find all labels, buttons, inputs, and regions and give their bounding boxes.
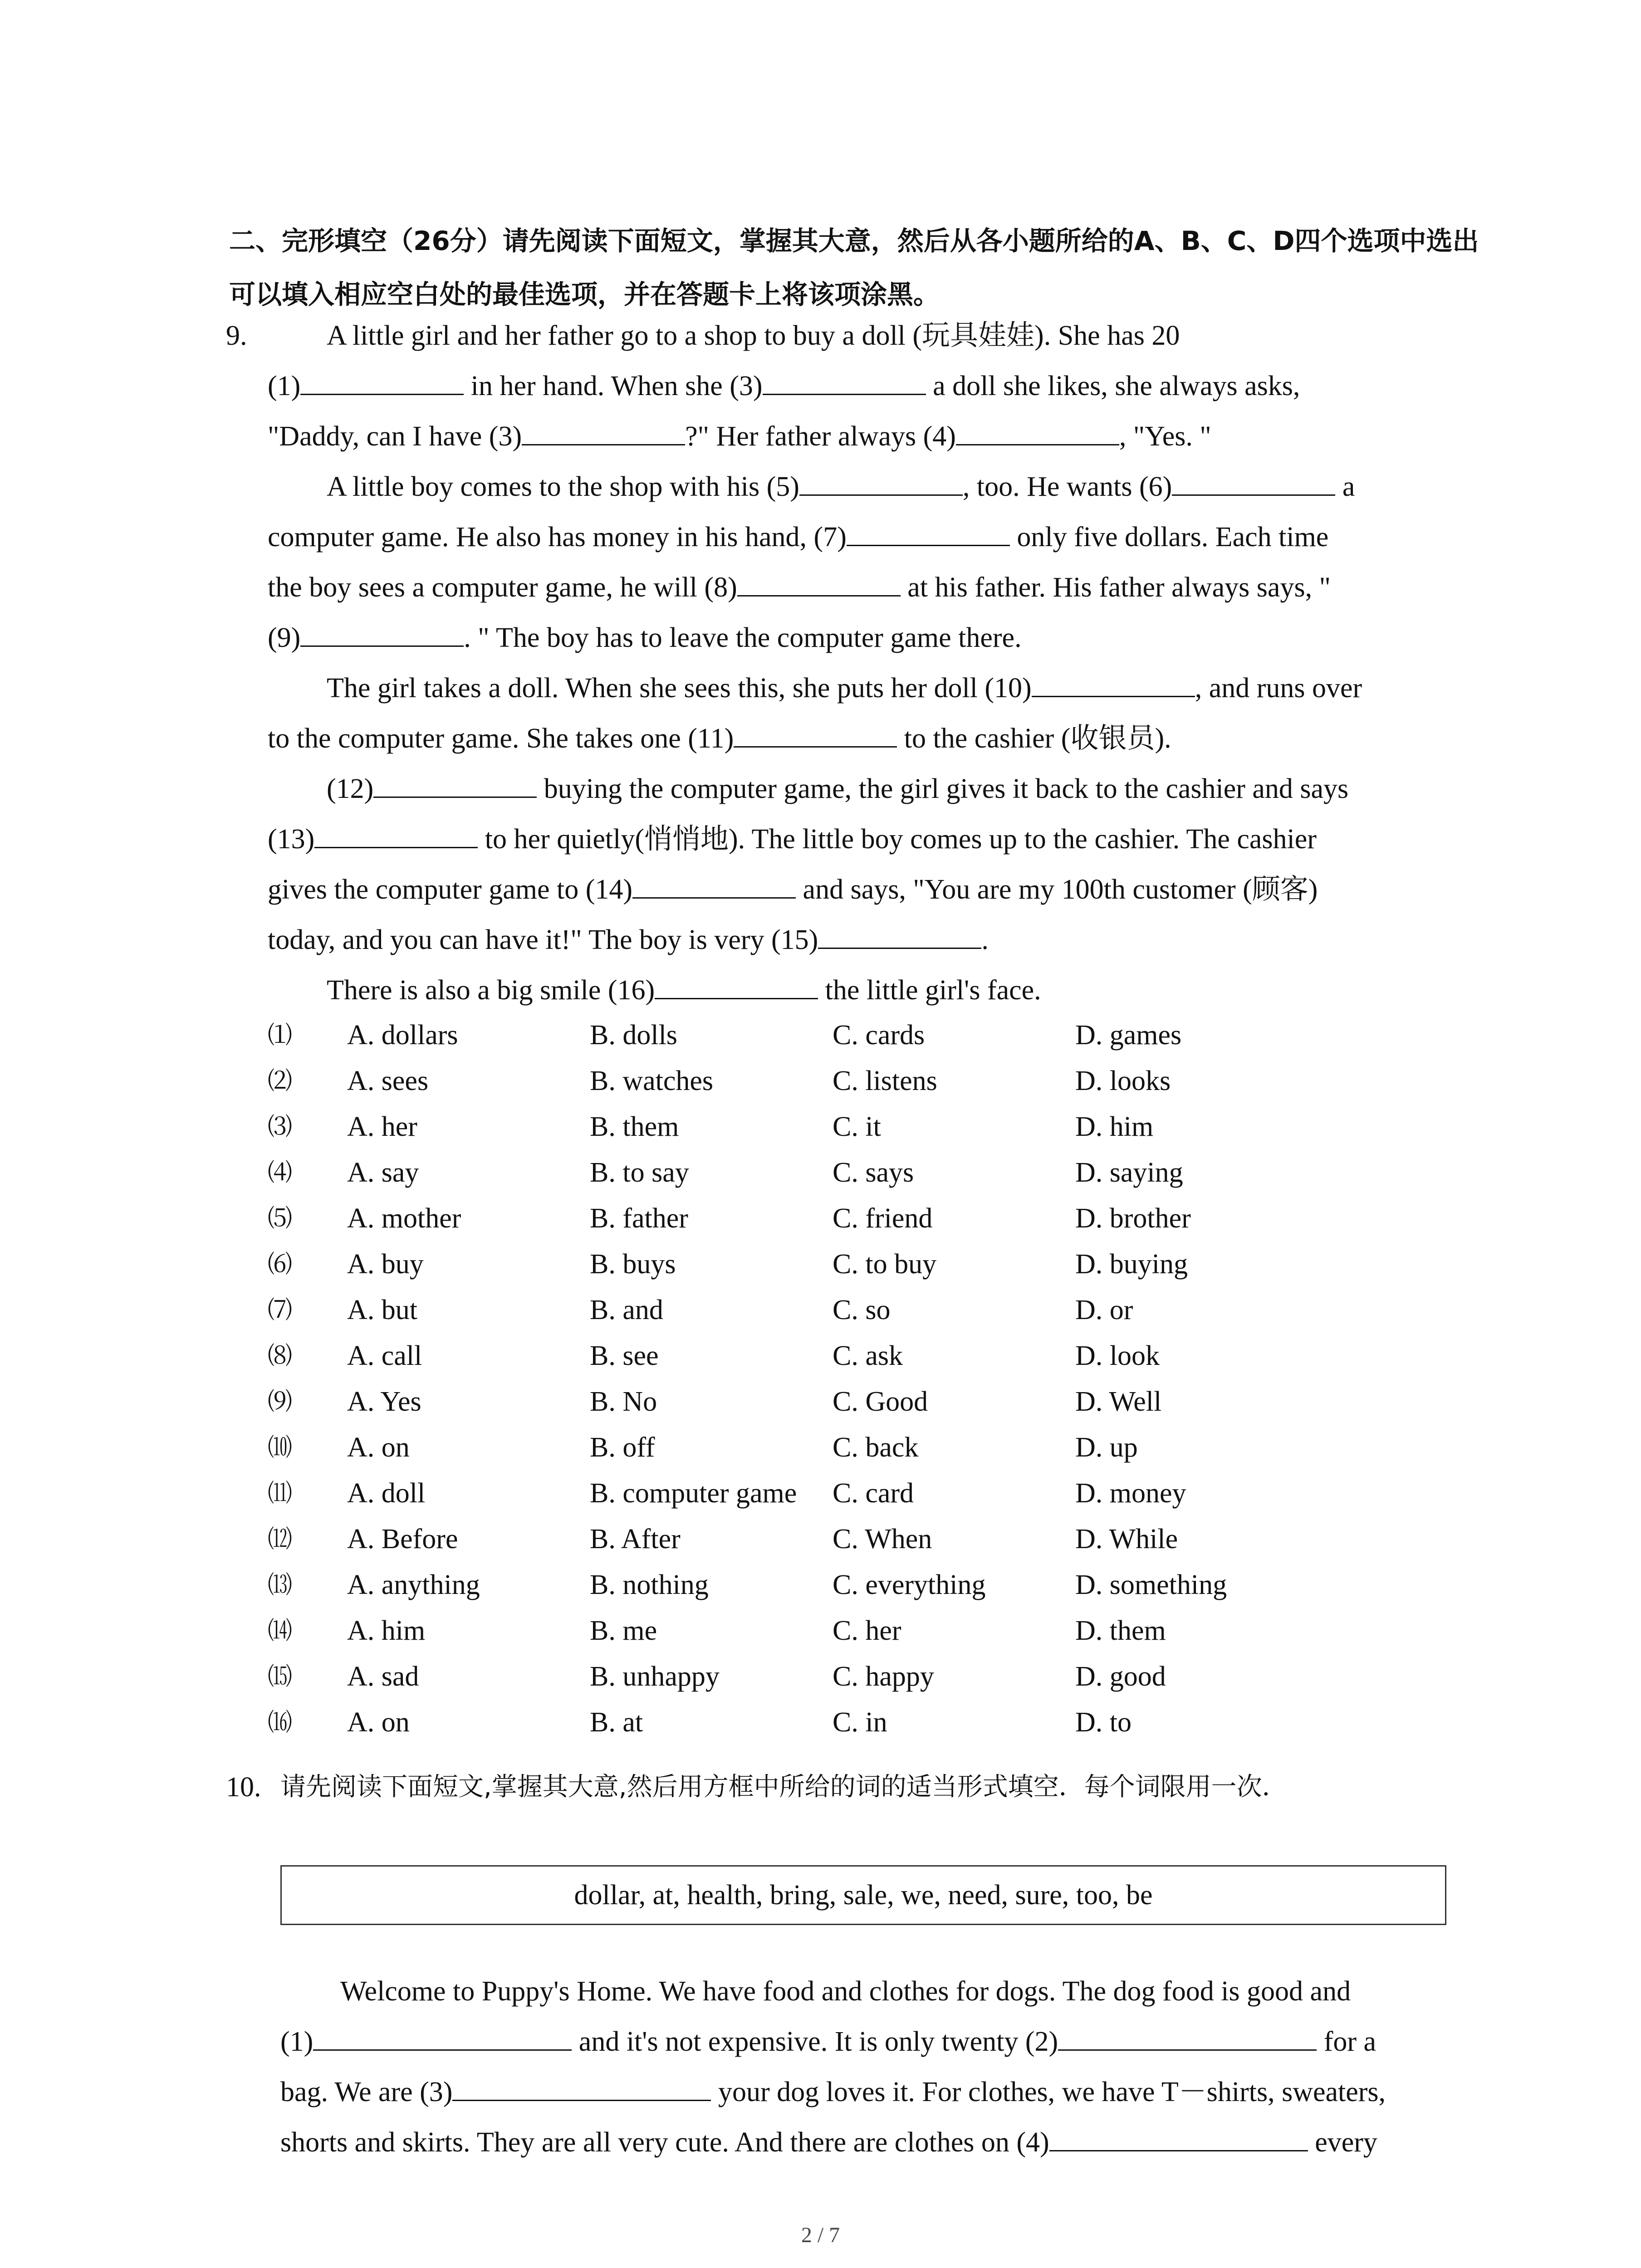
option-c[interactable]: C. her: [833, 1615, 901, 1646]
passage-line: [327, 313, 1180, 358]
option-c[interactable]: C. friend: [833, 1203, 933, 1234]
option-d[interactable]: D. something: [1075, 1569, 1227, 1600]
option-number: ⑷: [268, 1158, 292, 1187]
passage-text: . " The boy has to leave the computer game there.: [464, 622, 1022, 653]
option-d[interactable]: D. to: [1075, 1707, 1132, 1738]
passage-text: (1): [280, 2026, 314, 2057]
option-b[interactable]: B. computer game: [590, 1478, 797, 1509]
option-row: [268, 1608, 1357, 1653]
option-b[interactable]: B. off: [590, 1432, 655, 1463]
option-a[interactable]: A. say: [347, 1157, 419, 1188]
option-d[interactable]: D. look: [1075, 1340, 1160, 1371]
answer-blank[interactable]: [452, 2099, 711, 2101]
answer-blank[interactable]: [763, 393, 926, 395]
passage-line: [268, 565, 1331, 610]
option-c[interactable]: C. ask: [833, 1340, 903, 1371]
option-b[interactable]: B. watches: [590, 1066, 714, 1096]
option-c[interactable]: C. it: [833, 1111, 881, 1142]
passage-text: at his father. His father always says, ": [900, 572, 1331, 603]
option-number: ⑶: [268, 1112, 292, 1141]
answer-blank[interactable]: [734, 746, 897, 748]
option-number: ⒃: [268, 1708, 292, 1736]
passage-line: [327, 464, 1355, 509]
passage-text: to the computer game. She takes one (11): [268, 723, 734, 754]
passage-text: bag. We are (3): [280, 2077, 453, 2107]
option-c[interactable]: C. listens: [833, 1066, 937, 1096]
option-a[interactable]: A. Yes: [347, 1386, 421, 1417]
option-a[interactable]: A. sad: [347, 1661, 419, 1692]
passage-line: [327, 766, 1348, 811]
passage-line: [268, 716, 1171, 761]
option-row: [268, 1379, 1357, 1424]
option-c[interactable]: C. in: [833, 1707, 887, 1738]
option-a[interactable]: A. her: [347, 1111, 417, 1142]
option-a[interactable]: A. on: [347, 1432, 410, 1463]
option-a[interactable]: A. Before: [347, 1524, 458, 1554]
answer-blank[interactable]: [373, 796, 537, 798]
answer-blank[interactable]: [632, 897, 796, 899]
option-number: ⒂: [268, 1662, 292, 1691]
option-row: [268, 1471, 1357, 1516]
option-a[interactable]: A. call: [347, 1340, 422, 1371]
answer-blank[interactable]: [313, 2049, 572, 2051]
passage-text: buying the computer game, the girl gives it back to the cashier and says: [537, 773, 1349, 804]
option-b[interactable]: B. buys: [590, 1249, 676, 1280]
option-number: ⑾: [268, 1479, 292, 1507]
option-c[interactable]: C. says: [833, 1157, 914, 1188]
answer-blank[interactable]: [1032, 695, 1195, 697]
option-d[interactable]: D. good: [1075, 1661, 1166, 1692]
passage-text: .: [981, 924, 989, 955]
option-c[interactable]: C. so: [833, 1295, 891, 1325]
option-b[interactable]: B. them: [590, 1111, 679, 1142]
answer-blank[interactable]: [314, 846, 478, 848]
passage-text: The girl takes a doll. When she sees this, she puts her doll (10): [327, 673, 1032, 704]
option-c[interactable]: C. everything: [833, 1569, 986, 1600]
passage-text: for a: [1317, 2026, 1376, 2057]
option-number: ⑵: [268, 1066, 292, 1095]
option-row: [268, 1104, 1357, 1149]
option-row: [268, 1700, 1357, 1745]
passage-line: [280, 2120, 1377, 2165]
passage-text: the little girl's face.: [818, 975, 1041, 1006]
option-row: [268, 1516, 1357, 1562]
option-d[interactable]: D. While: [1075, 1524, 1178, 1554]
option-b[interactable]: B. After: [590, 1524, 681, 1554]
option-a[interactable]: A. mother: [347, 1203, 461, 1234]
option-b[interactable]: B. father: [590, 1203, 688, 1234]
option-b[interactable]: B. to say: [590, 1157, 689, 1188]
passage-text: to the cashier (收银员).: [897, 723, 1171, 754]
passage-line: [280, 2069, 1386, 2115]
passage-text: Welcome to Puppy's Home. We have food and clothes for dogs. The dog food is good and: [340, 1976, 1351, 2007]
passage-line: [268, 514, 1328, 560]
option-d[interactable]: D. Well: [1075, 1386, 1162, 1417]
option-d[interactable]: D. brother: [1075, 1203, 1191, 1234]
passage-text: "Daddy, can I have (3): [268, 421, 522, 452]
option-c[interactable]: C. to buy: [833, 1249, 937, 1280]
answer-blank[interactable]: [522, 444, 685, 445]
option-number: ⑸: [268, 1204, 292, 1232]
option-b[interactable]: B. me: [590, 1615, 657, 1646]
option-b[interactable]: B. No: [590, 1386, 657, 1417]
passage-line: [280, 2019, 1376, 2064]
option-d[interactable]: D. or: [1075, 1295, 1133, 1325]
option-number: ⒁: [268, 1616, 292, 1645]
option-d[interactable]: D. him: [1075, 1111, 1154, 1142]
passage-line: [268, 867, 1318, 912]
option-number: ⑿: [268, 1525, 292, 1553]
option-number: ⑴: [268, 1021, 292, 1049]
option-b[interactable]: B. nothing: [590, 1569, 709, 1600]
answer-blank[interactable]: [300, 645, 464, 647]
option-d[interactable]: D. buying: [1075, 1249, 1188, 1280]
option-row: [268, 1287, 1357, 1333]
passage-text: only five dollars. Each time: [1009, 522, 1329, 552]
option-d[interactable]: D. games: [1075, 1020, 1182, 1051]
passage-text: (12): [327, 773, 374, 804]
option-row: [268, 1012, 1357, 1058]
answer-blank[interactable]: [655, 997, 818, 999]
option-c[interactable]: C. Good: [833, 1386, 928, 1417]
page-footer: 2 / 7: [801, 2223, 840, 2247]
passage-line: [340, 1969, 1351, 2014]
option-number: ⑺: [268, 1295, 292, 1324]
option-number: ⑽: [268, 1433, 292, 1461]
option-c[interactable]: C. card: [833, 1478, 914, 1509]
passage-text: and says, "You are my 100th customer (顾客): [796, 874, 1318, 905]
option-d[interactable]: D. up: [1075, 1432, 1138, 1463]
option-d[interactable]: D. them: [1075, 1615, 1166, 1646]
passage-text: , too. He wants (6): [962, 471, 1172, 502]
option-b[interactable]: B. unhappy: [590, 1661, 720, 1692]
passage-text: and it's not expensive. It is only twenty (2): [572, 2026, 1058, 2057]
option-row: [268, 1196, 1357, 1241]
passage-text: to her quietly(悄悄地). The little boy comes up to the cashier. The cashier: [478, 824, 1317, 855]
passage-text: A little girl and her father go to a shop to buy a doll (玩具娃娃). She has 20: [327, 320, 1180, 351]
section-title: 二、完形填空（26分）请先阅读下面短文，掌握其大意，然后从各小题所给的A、B、C、D四个选项中选出可以填入相应空白处的最佳选项，并在答题卡上将该项涂黑。: [229, 225, 1479, 310]
passage-line: [268, 816, 1317, 862]
option-a[interactable]: A. anything: [347, 1569, 480, 1600]
passage-line: [327, 665, 1362, 711]
option-number: ⒀: [268, 1570, 292, 1599]
passage-text: gives the computer game to (14): [268, 874, 633, 905]
option-c[interactable]: C. happy: [833, 1661, 934, 1692]
passage-text: today, and you can have it!" The boy is very (15): [268, 924, 818, 955]
option-d[interactable]: D. looks: [1075, 1066, 1171, 1096]
passage-text: , "Yes. ": [1119, 421, 1211, 452]
option-number: ⑼: [268, 1387, 292, 1416]
option-a[interactable]: A. dollars: [347, 1020, 458, 1051]
answer-blank[interactable]: [300, 393, 464, 395]
passage-text: your dog loves it. For clothes, we have T－shirts, sweaters,: [711, 2077, 1386, 2107]
option-b[interactable]: B. see: [590, 1340, 659, 1371]
passage-text: , and runs over: [1195, 673, 1362, 704]
passage-line: [268, 615, 1022, 660]
option-row: [268, 1150, 1357, 1195]
option-a[interactable]: A. him: [347, 1615, 426, 1646]
option-b[interactable]: B. at: [590, 1707, 643, 1738]
passage-text: a doll she likes, she always asks,: [926, 371, 1300, 401]
option-c[interactable]: C. back: [833, 1432, 919, 1463]
option-row: [268, 1654, 1357, 1699]
answer-blank[interactable]: [1172, 494, 1335, 496]
answer-blank[interactable]: [847, 544, 1010, 546]
answer-blank[interactable]: [956, 444, 1119, 445]
option-row: [268, 1058, 1357, 1104]
option-number: ⑻: [268, 1341, 292, 1370]
option-row: [268, 1425, 1357, 1470]
option-b[interactable]: B. and: [590, 1295, 663, 1325]
option-b[interactable]: B. dolls: [590, 1020, 677, 1051]
passage-line: [268, 414, 1211, 459]
q10-instruction: 请先阅读下面短文,掌握其大意,然后用方框中所给的词的适当形式填空．每个词限用一次．: [280, 1772, 1288, 1802]
passage-text: every: [1308, 2127, 1377, 2158]
option-d[interactable]: D. saying: [1075, 1157, 1183, 1188]
option-number: ⑹: [268, 1250, 292, 1278]
answer-blank[interactable]: [1058, 2049, 1317, 2051]
answer-blank[interactable]: [818, 947, 981, 949]
option-row: [268, 1242, 1357, 1287]
option-a[interactable]: A. on: [347, 1707, 410, 1738]
question-number-9: 9.: [226, 320, 247, 351]
passage-text: (9): [268, 622, 301, 653]
passage-line: [268, 917, 989, 963]
passage-text: a: [1335, 471, 1355, 502]
option-c[interactable]: C. cards: [833, 1020, 925, 1051]
option-d[interactable]: D. money: [1075, 1478, 1186, 1509]
answer-blank[interactable]: [799, 494, 963, 496]
option-c[interactable]: C. When: [833, 1524, 932, 1554]
option-a[interactable]: A. but: [347, 1295, 417, 1325]
passage-text: in her hand. When she (3): [464, 371, 763, 401]
passage-text: the boy sees a computer game, he will (8): [268, 572, 737, 603]
option-row: [268, 1333, 1357, 1378]
word-box: dollar, at, health, bring, sale, we, need, sure, too, be: [280, 1865, 1446, 1925]
passage-text: There is also a big smile (16): [327, 975, 655, 1006]
passage-line: [327, 968, 1041, 1013]
passage-line: [268, 363, 1300, 409]
option-a[interactable]: A. buy: [347, 1249, 424, 1280]
passage-text: computer game. He also has money in his hand, (7): [268, 522, 847, 552]
answer-blank[interactable]: [1049, 2150, 1308, 2151]
option-a[interactable]: A. sees: [347, 1066, 429, 1096]
passage-text: (1): [268, 371, 301, 401]
passage-text: A little boy comes to the shop with his (5): [327, 471, 799, 502]
question-number-10: 10.: [226, 1772, 261, 1803]
option-row: [268, 1562, 1357, 1608]
passage-text: (13): [268, 824, 315, 855]
answer-blank[interactable]: [737, 595, 901, 596]
passage-text: ?" Her father always (4): [685, 421, 956, 452]
option-a[interactable]: A. doll: [347, 1478, 426, 1509]
passage-text: shorts and skirts. They are all very cute. And there are clothes on (4): [280, 2127, 1049, 2158]
